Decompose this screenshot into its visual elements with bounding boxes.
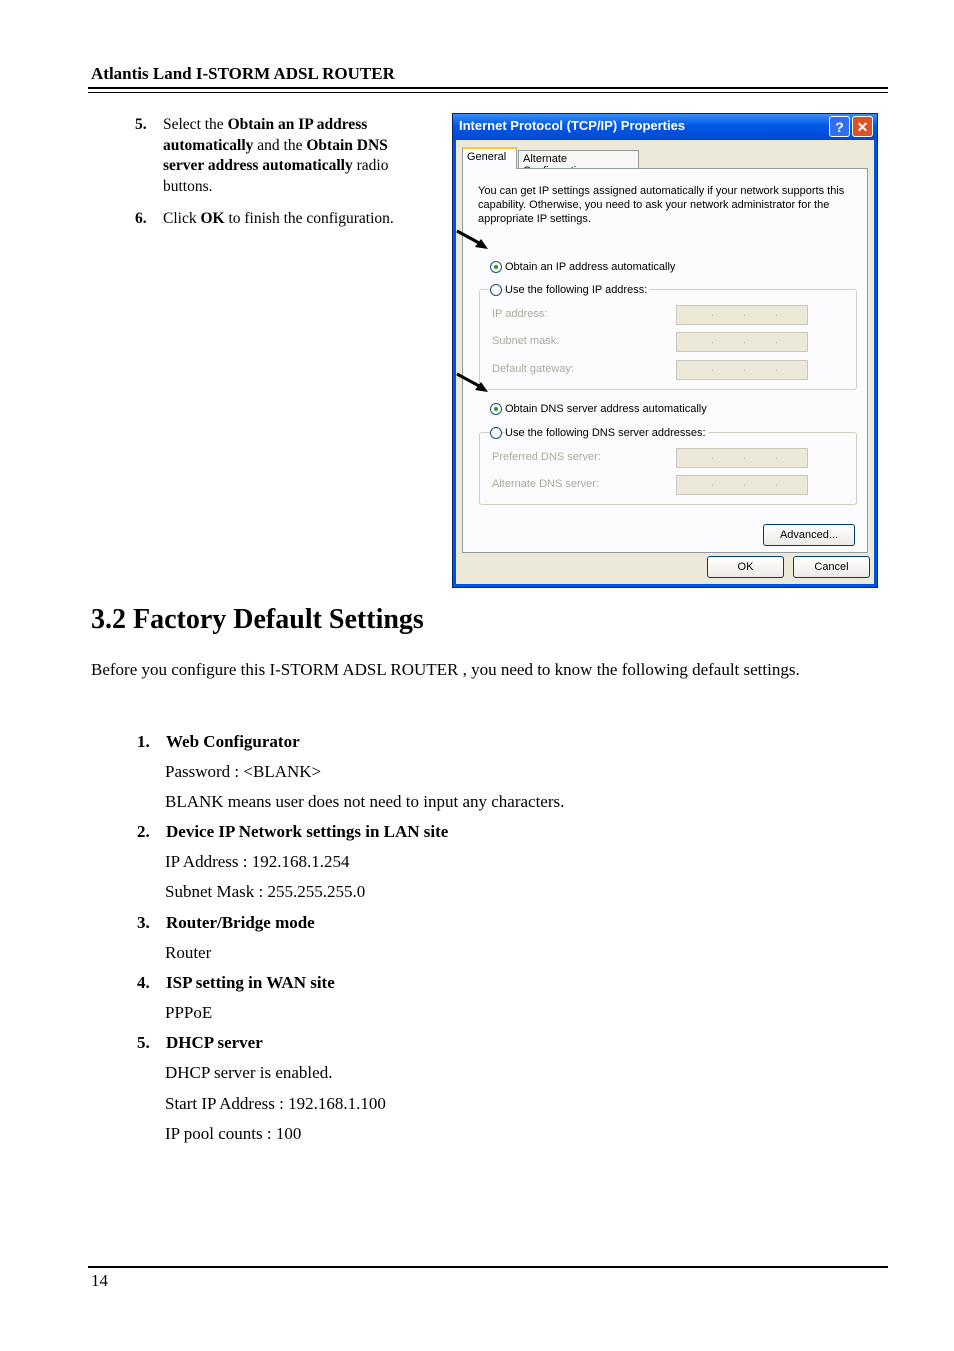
list-item-detail: Router <box>165 943 212 962</box>
list-item-detail: Start IP Address : 192.168.1.100 <box>165 1094 386 1113</box>
radio-use-ip[interactable] <box>490 284 502 296</box>
dialog-title: Internet Protocol (TCP/IP) Properties <box>459 118 686 133</box>
preferred-dns-label: Preferred DNS server: <box>492 451 601 463</box>
list-item-title: ISP setting in WAN site <box>166 973 335 992</box>
radio-obtain-ip[interactable] <box>490 261 502 273</box>
list-item-number: 1. <box>137 732 150 751</box>
preferred-dns-field[interactable]: . . . <box>676 448 808 468</box>
footer-rule <box>88 1266 888 1268</box>
alternate-dns-field[interactable]: . . . <box>676 475 808 495</box>
ok-button[interactable]: OK <box>707 556 784 578</box>
alternate-dns-label: Alternate DNS server: <box>492 478 599 490</box>
list-item-detail: IP pool counts : 100 <box>165 1124 302 1143</box>
step-5: 5. Select the Obtain an IP address automatically and the Obtain DNS server address automatically radio buttons. <box>135 116 389 195</box>
running-header: Atlantis Land I-STORM ADSL ROUTER <box>91 64 395 83</box>
tab-alternate-configuration[interactable]: Alternate <box>518 150 639 169</box>
dialog-titlebar <box>453 114 877 140</box>
list-item-number: 4. <box>137 973 150 992</box>
ip-address-field[interactable]: . . . <box>676 305 808 325</box>
subnet-mask-field[interactable]: . . . <box>676 332 808 352</box>
ip-address-label: IP address: <box>492 308 548 320</box>
arrow-pointer-icon <box>455 371 491 397</box>
list-item-title: Web Configurator <box>166 732 300 751</box>
list-item-title: DHCP server <box>166 1033 263 1052</box>
advanced-button[interactable]: Advanced... <box>763 524 855 546</box>
list-item-title: Router/Bridge mode <box>166 913 315 932</box>
description-text: You can get IP settings assigned automatically if your network supports this capability. Otherwise, you need to ask your network administrator for the appropriate IP settings. <box>478 185 845 225</box>
close-button[interactable]: ✕ <box>852 116 873 137</box>
arrow-pointer-icon <box>455 228 491 254</box>
radio-obtain-dns[interactable] <box>490 403 502 415</box>
subnet-mask-label: Subnet mask: <box>492 335 560 347</box>
list-item-detail: DHCP server is enabled. <box>165 1063 333 1082</box>
list-item-detail: IP Address : 192.168.1.254 <box>165 852 350 871</box>
help-button[interactable]: ? <box>829 116 850 137</box>
general-panel <box>462 168 868 553</box>
tcpip-properties-dialog <box>452 113 878 588</box>
list-item-detail: Password : <BLANK> <box>165 762 322 781</box>
section-title: 3.2 Factory Default Settings <box>91 604 424 635</box>
default-gateway-label: Default gateway: <box>492 363 574 375</box>
step-6: 6. Click OK to finish the configuration. <box>135 210 394 227</box>
header-rule-thin <box>88 92 888 93</box>
radio-obtain-dns-label: Obtain DNS server address automatically <box>505 403 707 415</box>
list-item-detail: Subnet Mask : 255.255.255.0 <box>165 882 366 901</box>
list-item-detail: BLANK means user does not need to input any characters. <box>165 792 565 811</box>
header-rule <box>88 87 888 89</box>
section-intro: Before you configure this I-STORM ADSL ROUTER , you need to know the following default settings. <box>91 660 800 679</box>
default-gateway-field[interactable]: . . . <box>676 360 808 380</box>
radio-use-dns[interactable] <box>490 427 502 439</box>
radio-obtain-ip-label: Obtain an IP address automatically <box>505 261 676 273</box>
list-item-number: 5. <box>137 1033 150 1052</box>
dialog-body <box>456 140 874 584</box>
list-item-number: 3. <box>137 913 150 932</box>
list-item-title: Device IP Network settings in LAN site <box>166 822 449 841</box>
list-item-number: 2. <box>137 822 150 841</box>
radio-use-ip-label: Use the following IP address: <box>505 283 650 297</box>
tab-general[interactable]: General <box>462 147 517 169</box>
page-number: 14 <box>91 1271 108 1290</box>
radio-use-dns-label: Use the following DNS server addresses: <box>505 426 709 440</box>
cancel-button[interactable]: Cancel <box>793 556 870 578</box>
list-item-detail: PPPoE <box>165 1003 213 1022</box>
